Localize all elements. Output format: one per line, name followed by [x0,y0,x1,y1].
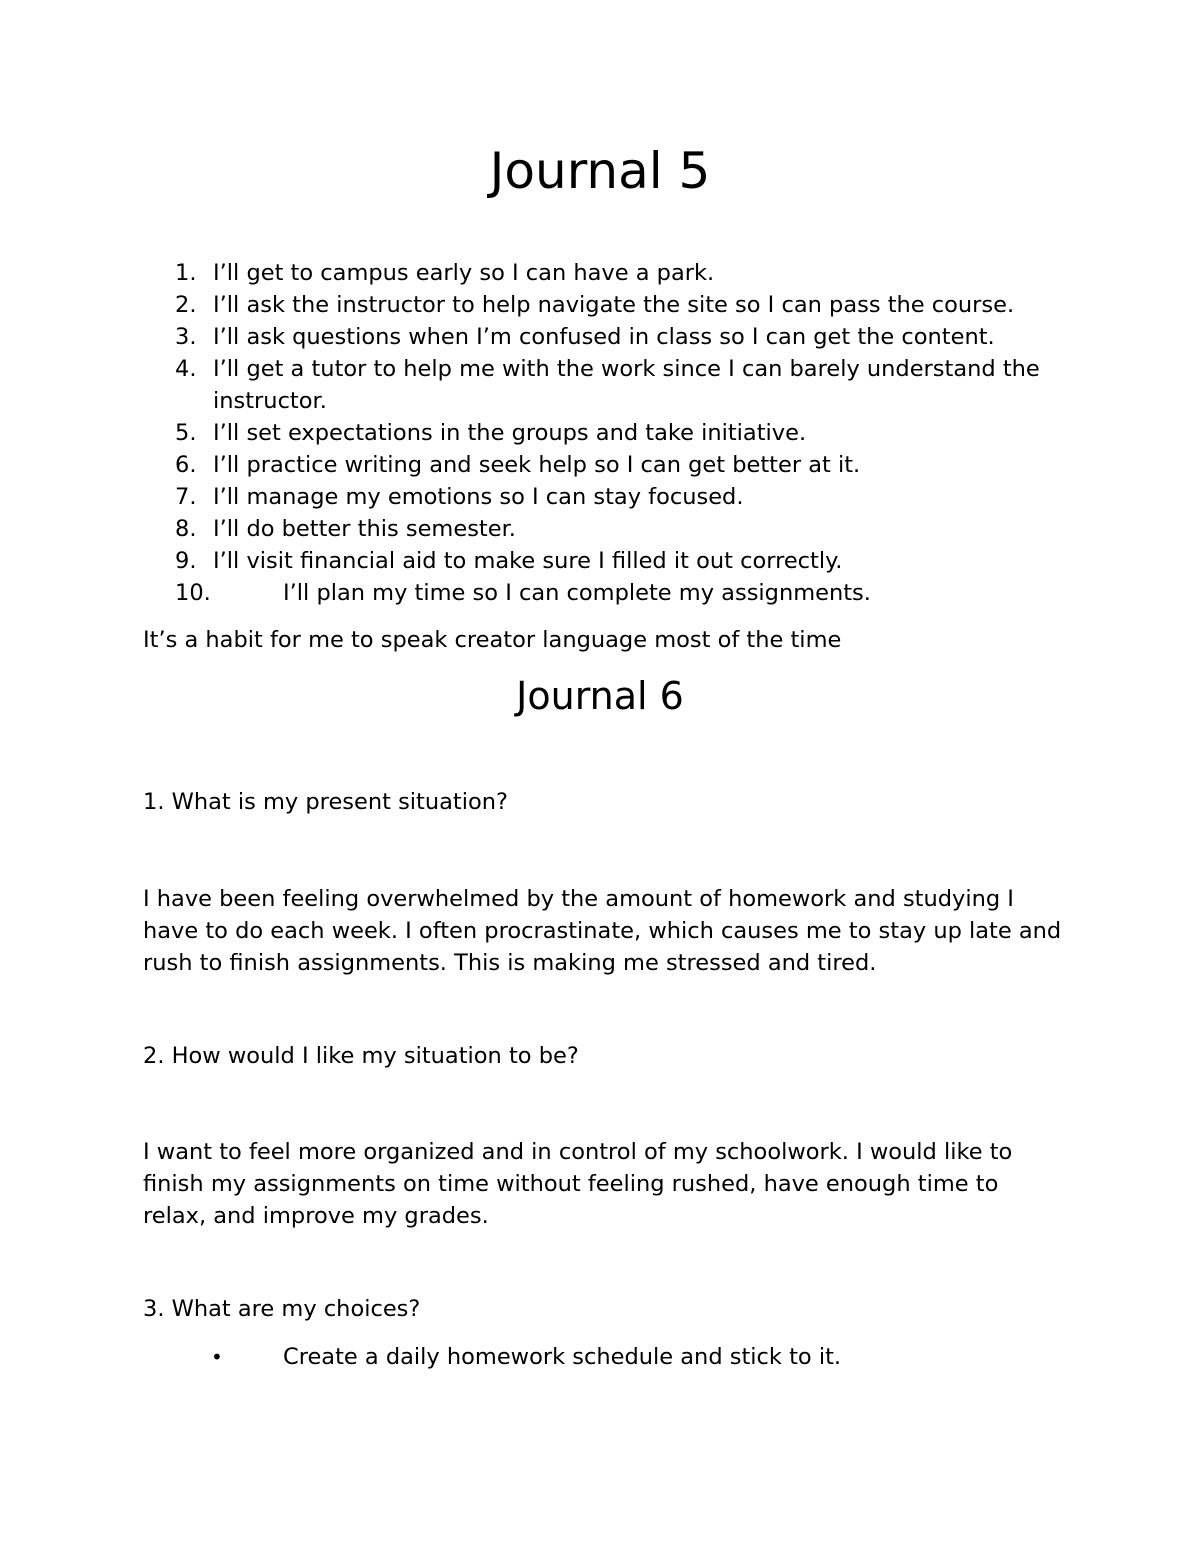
list-item-text: I’ll plan my time so I can complete my assignments. [283,580,871,606]
list-item-number: 3. [175,324,197,350]
list-item [0,417,1200,449]
question-3: 3. What are my choices? [143,1296,421,1322]
list-item [0,481,1200,513]
question-1: 1. What is my present situation? [143,789,508,815]
list-item-text: I’ll manage my emotions so I can stay focused. [213,484,744,510]
list-item-text: I’ll set expectations in the groups and take initiative. [213,420,807,446]
list-item-number: 7. [175,484,197,510]
list-item-text: I’ll ask the instructor to help navigate the site so I can pass the course. [213,292,1015,318]
journal-5-title: Journal 5 [489,142,711,200]
list-item [0,449,1200,481]
list-item [0,513,1200,545]
list-item-number: 8. [175,516,197,542]
list-item-number: 9. [175,548,197,574]
list-item-number: 6. [175,452,197,478]
list-item [0,545,1200,577]
choice-text: Create a daily homework schedule and stick to it. [283,1344,842,1370]
list-item-number: 10. [175,580,211,606]
list-item-number: 5. [175,420,197,446]
list-item-text: I’ll do better this semester. [213,516,516,542]
list-item-text: I’ll visit financial aid to make sure I filled it out correctly. [213,548,843,574]
list-item [0,257,1200,289]
list-item [0,353,1200,417]
list-item-text: I’ll get a tutor to help me with the work since I can barely understand the instructor. [213,356,1040,414]
answer-1: I have been feeling overwhelmed by the amount of homework and studying I have to do each week. I often procrastinate, which causes me to stay up late and rush to finish assignments. This is making me stressed and tired. [143,886,1062,976]
answer-2: I want to feel more organized and in control of my schoolwork. I would like to finish my assignments on time without feeling rushed, have enough time to relax, and improve my grades. [143,1139,1013,1229]
list-item [0,289,1200,321]
journal-5-closing: It’s a habit for me to speak creator language most of the time [143,627,842,653]
bullet-icon: • [211,1345,223,1369]
list-item-text: I’ll ask questions when I’m confused in class so I can get the content. [213,324,995,350]
journal-6-title: Journal 6 [516,674,684,718]
list-item [0,321,1200,353]
list-item-text: I’ll practice writing and seek help so I can get better at it. [213,452,861,478]
list-item-number: 4. [175,356,197,382]
list-item-number: 1. [175,260,197,286]
journal-5-list [0,257,1200,609]
question-2: 2. How would I like my situation to be? [143,1043,579,1069]
list-item-number: 2. [175,292,197,318]
list-item-text: I’ll get to campus early so I can have a park. [213,260,715,286]
list-item [0,577,1200,609]
